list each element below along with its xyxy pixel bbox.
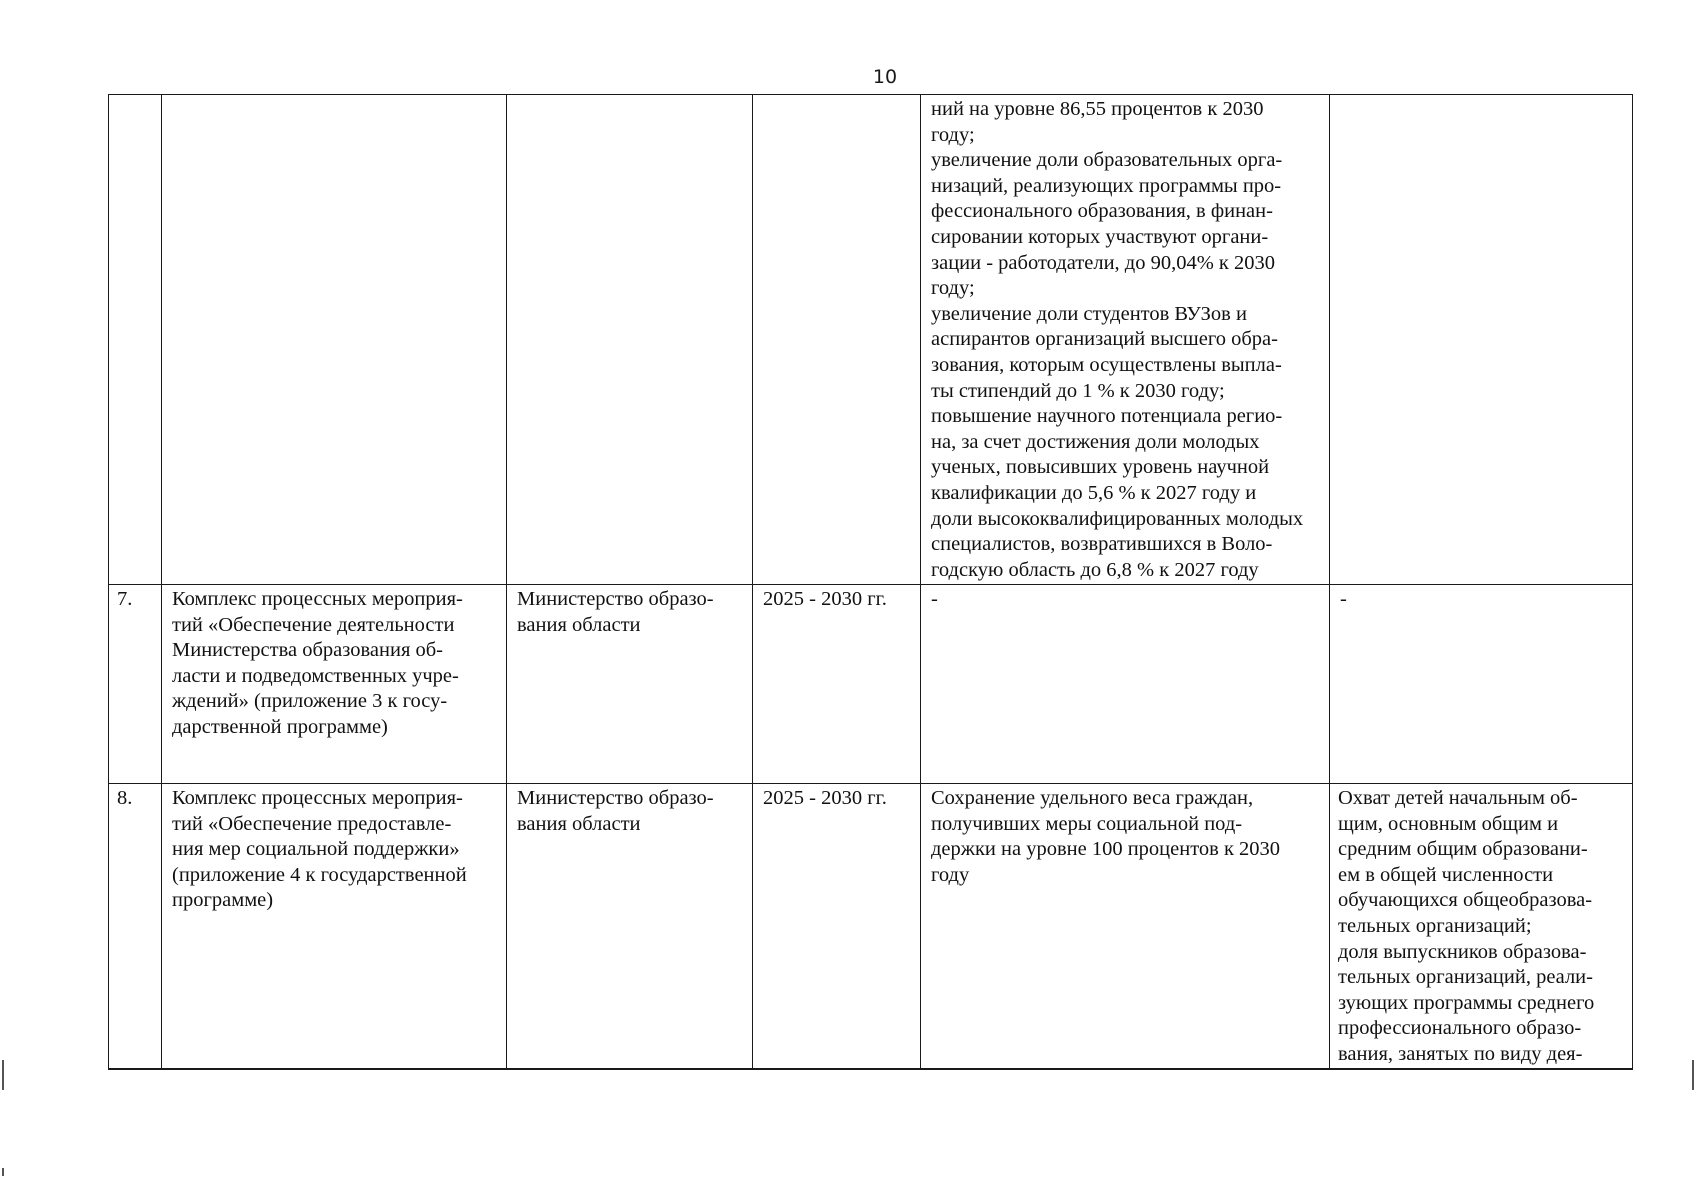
- responsible-cell: [507, 95, 753, 585]
- cell-text-line: ем в общей численности: [1338, 863, 1554, 886]
- scan-margin-mark: [2, 1168, 4, 1176]
- cell-text-line: ждений» (приложение 3 к госу-: [172, 690, 448, 713]
- cell-text-line: зации - работодатели, до 90,04% к 2030: [931, 251, 1276, 274]
- event-name-cell: [162, 95, 507, 585]
- cell-text-line: средним общим образовани-: [1338, 838, 1588, 861]
- cell-text-line: зующих программы среднего: [1338, 991, 1595, 1014]
- cell-text-line: сировании которых участвуют органи-: [931, 225, 1269, 248]
- cell-text-line: -: [1340, 588, 1347, 610]
- cell-text-line: увеличение доли образовательных орга-: [931, 149, 1283, 172]
- table-row: [109, 784, 1633, 1069]
- cell-text-line: (приложение 4 к государственной: [172, 863, 467, 886]
- indicators-cell: [1330, 585, 1633, 784]
- cell-text-line: держки на уровне 100 процентов к 2030: [931, 838, 1281, 861]
- cell-text-line: получивших меры социальной под-: [931, 812, 1243, 835]
- period-cell: [753, 585, 921, 784]
- cell-text-line: квалификации до 5,6 % к 2027 году и: [931, 481, 1257, 504]
- result-cell: [921, 784, 1330, 1069]
- cell-text-line: ния мер социальной поддержки»: [172, 838, 460, 861]
- cell-text-line: Комплекс процессных мероприя-: [172, 787, 463, 809]
- cell-text-line: зования, которым осуществлены выпла-: [931, 353, 1282, 376]
- row-number-cell: [109, 95, 162, 585]
- cell-text-line: увеличение доли студентов ВУЗов и: [931, 302, 1247, 325]
- cell-text-line: -: [931, 588, 938, 610]
- scan-margin-mark: [2, 1060, 4, 1090]
- responsible-cell: [507, 585, 753, 784]
- cell-text-line: вания области: [517, 812, 641, 835]
- cell-text-line: 2025 - 2030 гг.: [763, 588, 887, 610]
- responsible-cell: [507, 784, 753, 1069]
- event-name-cell: [162, 585, 507, 784]
- cell-text-line: вания, занятых по виду дея-: [1338, 1042, 1583, 1065]
- cell-text-line: Сохранение удельного веса граждан,: [931, 787, 1254, 809]
- cell-text-line: ний на уровне 86,55 процентов к 2030: [931, 98, 1264, 120]
- cell-text-line: ты стипендий до 1 % к 2030 году;: [931, 379, 1225, 402]
- row-number-cell: 8.: [109, 784, 162, 1069]
- cell-text-line: ласти и подведомственных учре-: [172, 664, 459, 687]
- cell-text-line: тий «Обеспечение предоставле-: [172, 812, 452, 835]
- cell-text-line: ученых, повысивших уровень научной: [931, 456, 1270, 479]
- program-table: [108, 94, 1633, 1070]
- indicators-cell: [1330, 95, 1633, 585]
- cell-text-line: аспирантов организаций высшего обра-: [931, 328, 1278, 351]
- cell-text-line: доли высококвалифицированных молодых: [931, 507, 1304, 530]
- cell-text-line: Министерство образо-: [517, 787, 714, 809]
- cell-text-line: Комплекс процессных мероприя-: [172, 588, 463, 610]
- result-cell: [921, 95, 1330, 585]
- cell-text-line: дарственной программе): [172, 715, 388, 738]
- cell-text-line: тий «Обеспечение деятельности: [172, 613, 455, 636]
- cell-text-line: году;: [931, 277, 975, 300]
- cell-text-line: повышение научного потенциала регио-: [931, 405, 1283, 428]
- cell-text-line: Министерства образования об-: [172, 639, 444, 662]
- result-cell: [921, 585, 1330, 784]
- cell-text-line: обучающихся общеобразова-: [1338, 889, 1593, 912]
- cell-text-line: фессионального образования, в финан-: [931, 200, 1273, 223]
- cell-text-line: Министерство образо-: [517, 588, 714, 610]
- cell-text-line: тельных организаций, реали-: [1338, 966, 1593, 989]
- cell-text-line: Охват детей начальным об-: [1338, 787, 1578, 809]
- row-number-cell: 7.: [109, 585, 162, 784]
- cell-text-line: 2025 - 2030 гг.: [763, 787, 887, 809]
- cell-text-line: году: [931, 863, 970, 886]
- cell-text-line: годскую область до 6,8 % к 2027 году: [931, 558, 1259, 581]
- table-row: [109, 585, 1633, 784]
- cell-text-line: низаций, реализующих программы про-: [931, 174, 1282, 197]
- period-cell: [753, 784, 921, 1069]
- event-name-cell: [162, 784, 507, 1069]
- cell-text-line: доля выпускников образова-: [1338, 940, 1587, 963]
- cell-text-line: профессионального образо-: [1338, 1017, 1582, 1040]
- period-cell: [753, 95, 921, 585]
- cell-text-line: программе): [172, 889, 274, 912]
- cell-text-line: тельных организаций;: [1338, 914, 1532, 937]
- cell-text-line: щим, основным общим и: [1338, 812, 1559, 835]
- page-number: 10: [872, 66, 898, 88]
- cell-text-line: вания области: [517, 613, 641, 636]
- cell-text-line: на, за счет достижения доли молодых: [931, 430, 1260, 453]
- table-row: [109, 95, 1633, 585]
- cell-text-line: специалистов, возвратившихся в Воло-: [931, 533, 1273, 556]
- cell-text-line: году;: [931, 123, 975, 146]
- indicators-cell: [1330, 784, 1633, 1069]
- scan-margin-mark: [1692, 1060, 1694, 1090]
